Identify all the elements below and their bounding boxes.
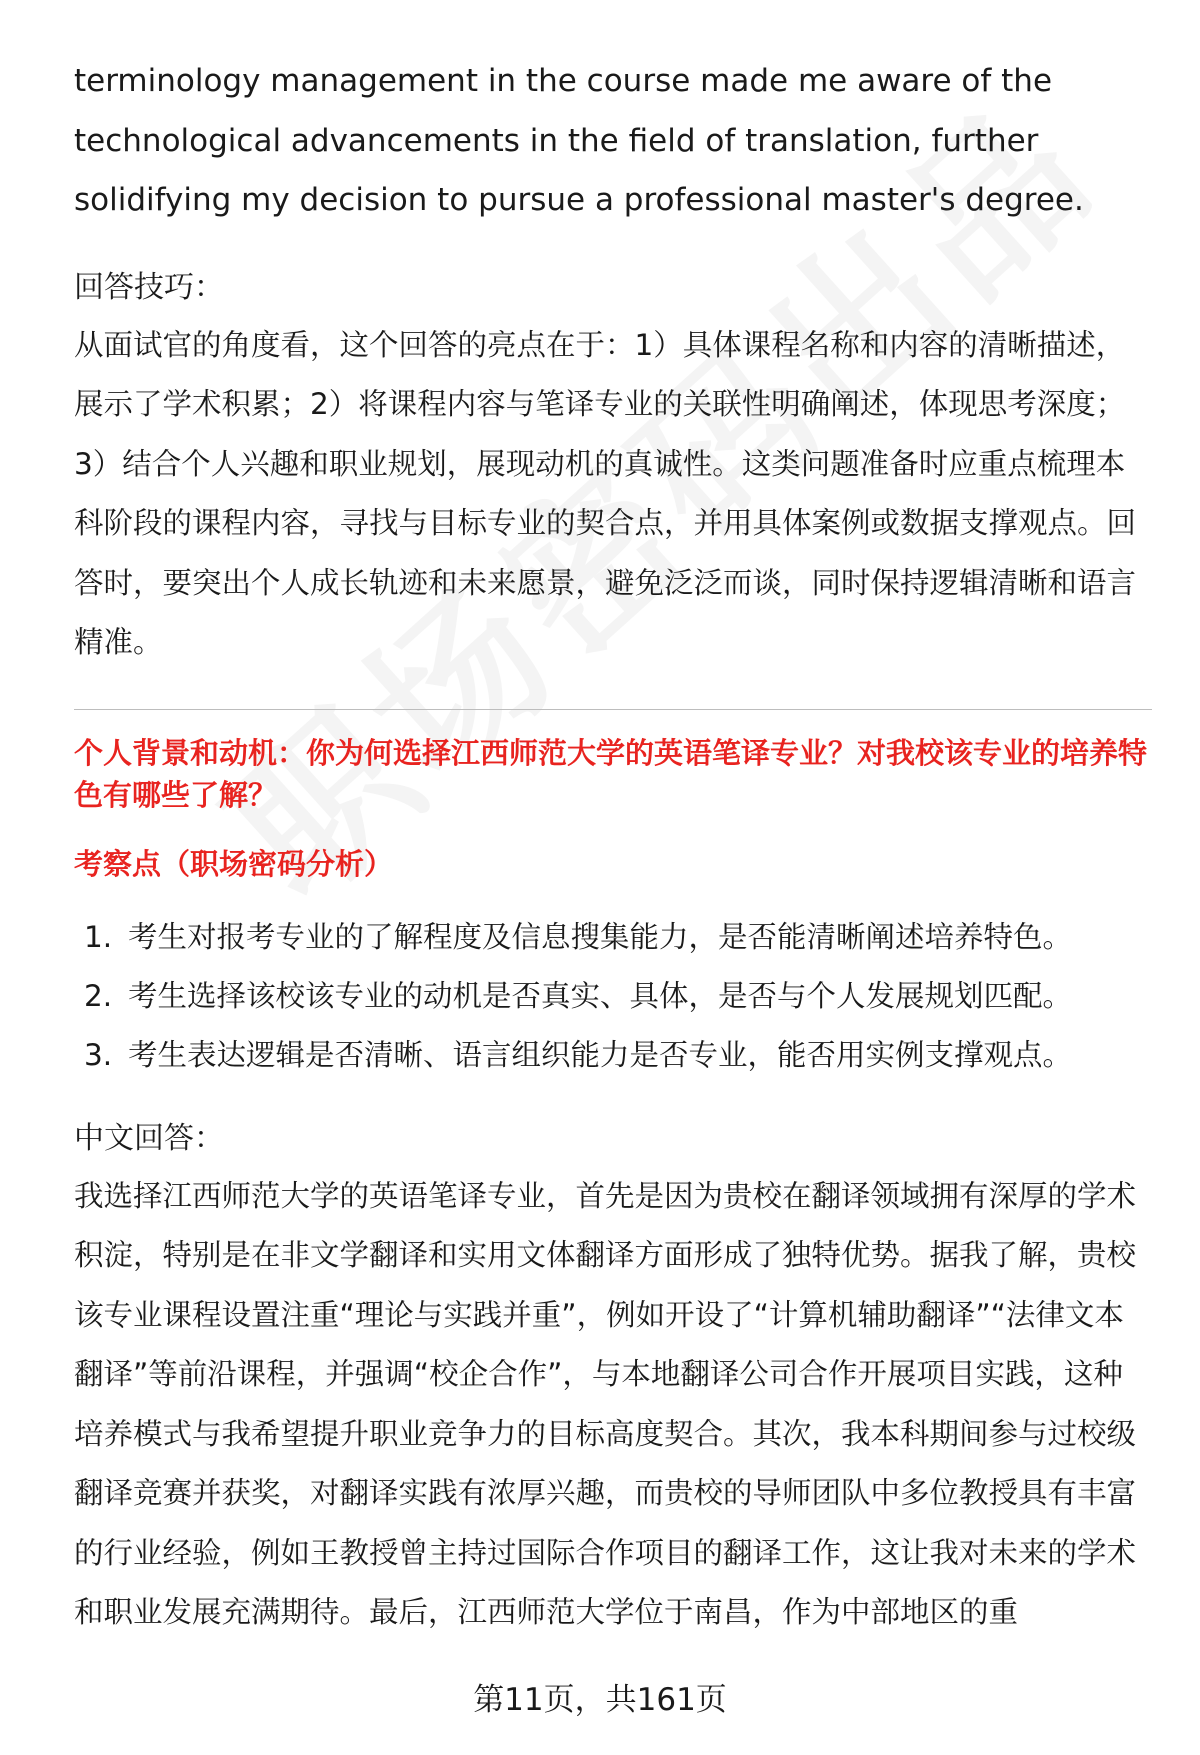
answer-paragraph: 我选择江西师范大学的英语笔译专业，首先是因为贵校在翻译领域拥有深厚的学术积淀，特别是在非文学翻译和实用文体翻译方面形成了独特优势。据我了解，贵校该专业课程设置注重“理论与实践并重”，例如开设了“计算机辅助翻译”“法律文本翻译”等前沿课程，并强调“校企合作”，与本地翻译公司合作开展项目实践，这种培养模式与我希望提升职业竞争力的目标高度契合。其次，我本科期间参与过校级翻译竞赛并获奖，对翻译实践有浓厚兴趣，而贵校的导师团队中多位教授具有丰富的行业经验，例如王教授曾主持过国际合作项目的翻译工作，这让我对未来的学术和职业发展充满期待。最后，江西师范大学位于南昌，作为中部地区的重 [74, 1178, 1137, 1629]
assessment-points [74, 908, 1152, 1085]
assessment-title: 考察点（职场密码分析） [74, 846, 394, 881]
list-item [74, 967, 1152, 1026]
list-text: 考生选择该校该专业的动机是否真实、具体，是否与个人发展规划匹配。 [128, 978, 1073, 1013]
list-text: 考生表达逻辑是否清晰、语言组织能力是否专业，能否用实例支撑观点。 [128, 1037, 1073, 1072]
list-item [74, 908, 1152, 967]
tips-label: 回答技巧： [74, 269, 224, 305]
list-item [74, 1026, 1152, 1085]
list-number: 1. [84, 919, 113, 954]
intro-paragraph-en: terminology management in the course made me aware of the technological advancements in the field of translation, further solidifying my decision to pursue a professional master's degree. [74, 63, 1084, 218]
list-number: 3. [84, 1037, 113, 1072]
answer-label: 中文回答： [74, 1120, 224, 1156]
list-text: 考生对报考专业的了解程度及信息搜集能力，是否能清晰阐述培养特色。 [128, 919, 1073, 954]
page-number-footer: 第11页，共161页 [473, 1682, 727, 1718]
tips-paragraph: 从面试官的角度看，这个回答的亮点在于：1）具体课程名称和内容的清晰描述，展示了学术积累；2）将课程内容与笔译专业的关联性明确阐述，体现思考深度；3）结合个人兴趣和职业规划，展现动机的真诚性。这类问题准备时应重点梳理本科阶段的课程内容，寻找与目标专业的契合点，并用具体案例或数据支撑观点。回答时，要突出个人成长轨迹和未来愿景，避免泛泛而谈，同时保持逻辑清晰和语言精准。 [74, 327, 1137, 659]
question-heading: 个人背景和动机：你为何选择江西师范大学的英语笔译专业？对我校该专业的培养特色有哪些了解？ [74, 735, 1148, 812]
list-number: 2. [84, 978, 113, 1013]
document-page [74, 52, 1152, 1643]
